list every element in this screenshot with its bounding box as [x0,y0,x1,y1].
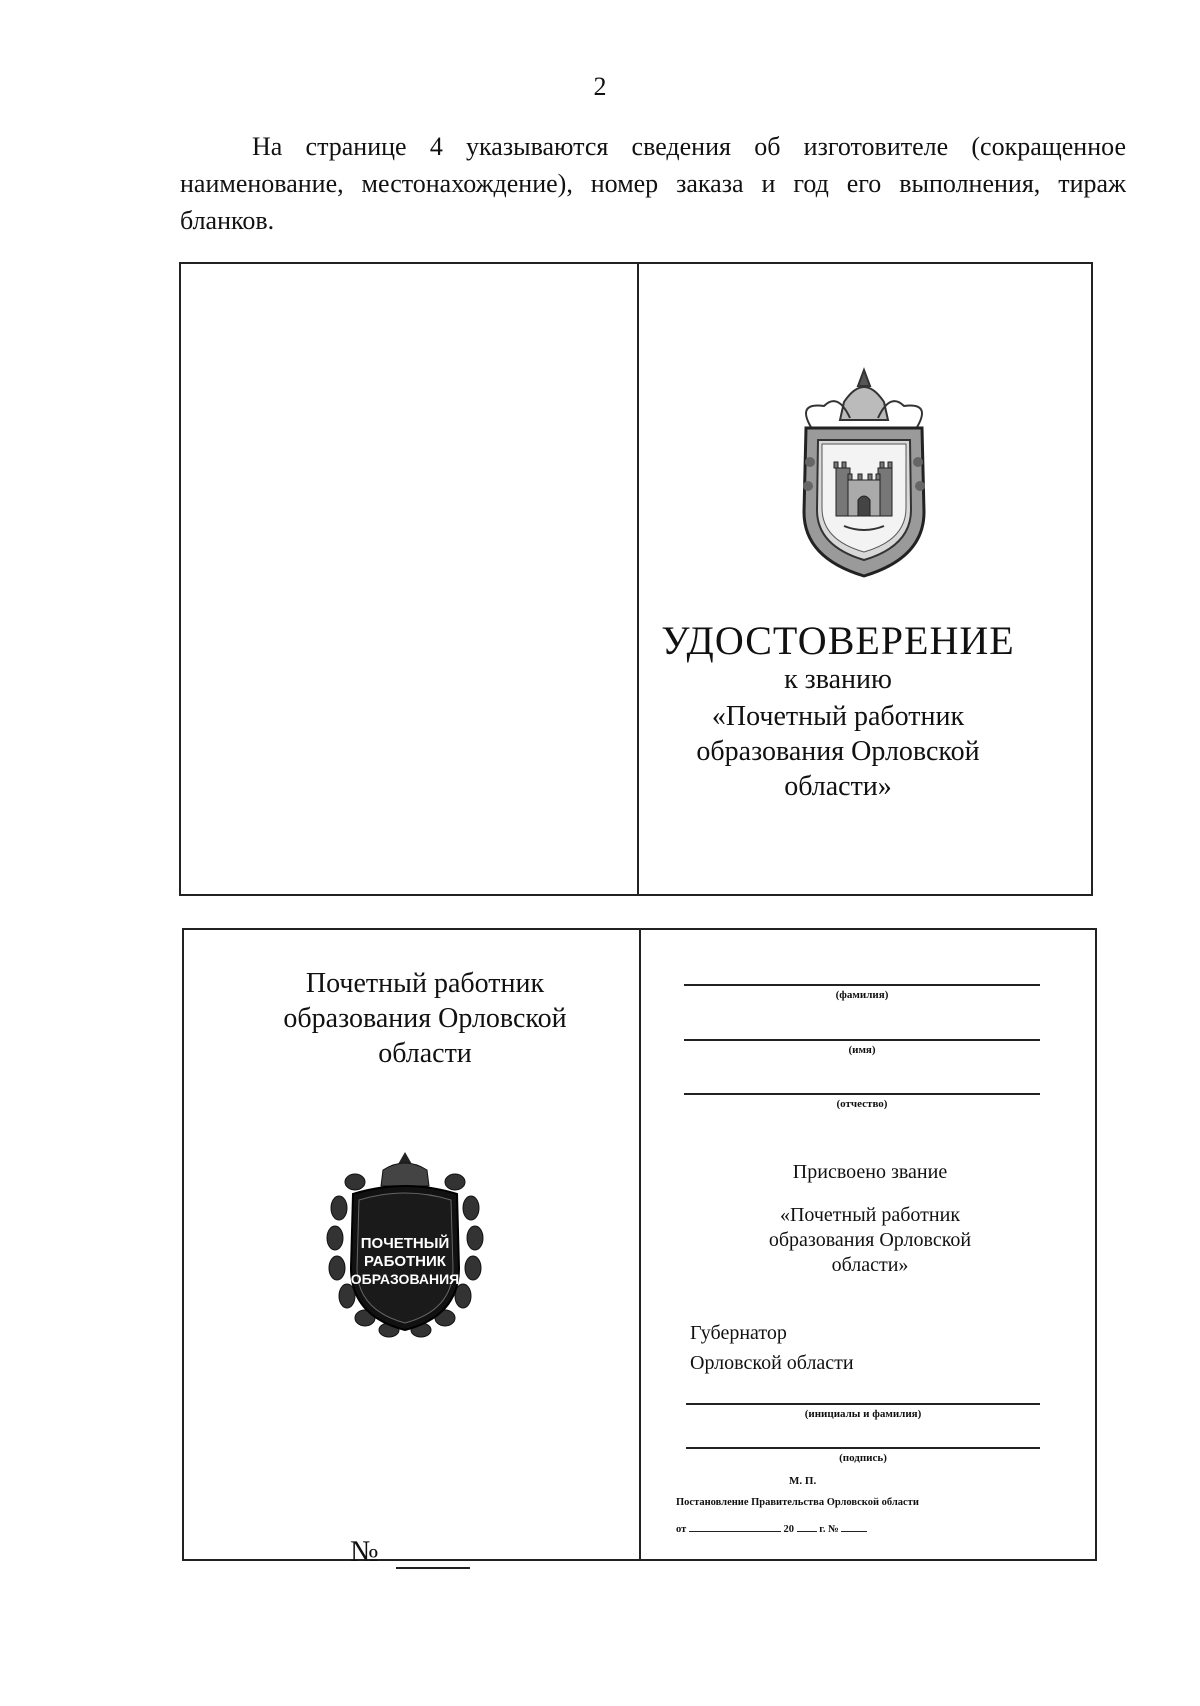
badge-text-line: ОБРАЗОВАНИЯ [350,1271,460,1287]
decree-label: Постановление Правительства Орловской области [676,1497,919,1508]
decree-date-blank[interactable] [689,1521,781,1532]
cover-award-line: «Почетный работник [711,701,965,732]
patronymic-field-line[interactable] [684,1093,1040,1095]
decree-from-label: от [676,1524,687,1535]
title-line: области [378,1038,472,1069]
decree-date-row [676,1521,867,1535]
inner-left-title [205,966,645,1071]
award-line: «Почетный работник [779,1204,961,1226]
number-label: № [350,1535,379,1568]
governor-line: Губернатор [690,1322,787,1344]
surname-caption: (фамилия) [835,989,889,1001]
decree-number-blank[interactable] [841,1521,867,1532]
initials-caption: (инициалы и фамилия) [804,1408,922,1420]
signature-field-line[interactable] [686,1447,1040,1449]
badge-emblem-icon [325,1148,485,1338]
decree-year-blank[interactable] [797,1521,817,1532]
badge-text-line: РАБОТНИК [364,1253,446,1270]
decree-year-label: 20 [783,1524,795,1535]
decree-number-label: г. № [819,1524,839,1535]
page-number: 2 [593,72,607,101]
signature-caption: (подпись) [839,1452,887,1464]
award-line: области» [831,1254,909,1276]
cover-title: УДОСТОВЕРЕНИЕ [661,618,1015,663]
award-line: образования Орловской [768,1229,972,1251]
award-name [690,1203,1050,1278]
cover-award-line: области» [784,771,892,802]
governor-line: Орловской области [690,1352,854,1374]
cover-award-line: образования Орловской [696,736,980,767]
coat-of-arms-icon [784,362,944,584]
governor-label [690,1318,854,1378]
title-line: Почетный работник [305,968,545,999]
number-blank-line [396,1567,470,1569]
cover-award-title [638,699,1038,804]
seal-mark: М. П. [789,1475,817,1487]
cover-subtitle: к званию [784,664,892,695]
name-caption: (имя) [848,1044,876,1056]
title-line: образования Орловской [283,1003,567,1034]
name-field-line[interactable] [684,1039,1040,1041]
intro-paragraph: На странице 4 указываются сведения об изготовителе (сокращенное наименование, местонахождение), номер заказа и год его выполнения, тираж бланков. [180,132,1126,235]
badge-text-line: ПОЧЕТНЫЙ [360,1235,450,1252]
patronymic-caption: (отчество) [836,1098,888,1110]
awarded-label: Присвоено звание [792,1161,948,1183]
initials-field-line[interactable] [686,1403,1040,1405]
surname-field-line[interactable] [684,984,1040,986]
